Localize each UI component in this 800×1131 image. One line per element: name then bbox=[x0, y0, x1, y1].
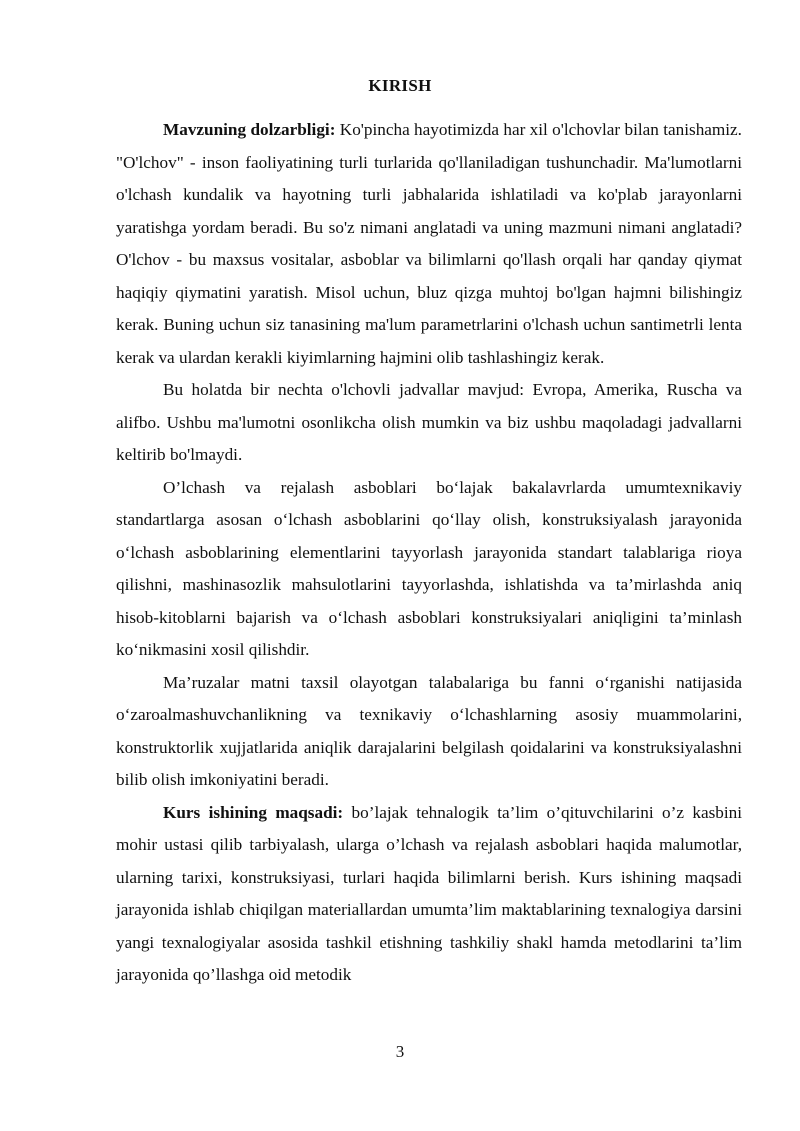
paragraph-text: Ko'pincha hayotimizda har xil o'lchovlar bilan tanishamiz. "O'lchov" - inson faoliyatining turli turlarida qo'llaniladigan tushunchadir. Ma'lumotlarni o'lchash kundalik va hayotning turli jabhalarida ishlatiladi va ko'plab jarayonlarni yaratishga yordam beradi. Bu so'z nimani anglatadi va uning mazmuni nimani anglatadi? O'lchov - bu maxsus vositalar, asboblar va bilimlarni qo'llash orqali har qanday qiymat haqiqiy qiymatini yaratish. Misol uchun, bluz qizga muhtoj bo'lgan hajmni bilishingiz kerak. Buning uchun siz tanasining ma'lum parametrlarini o'lchash uchun santimetrli lenta kerak va ulardan kerakli kiyimlarning hajmini olib tashlashingiz kerak. bbox=[116, 120, 742, 367]
paragraph-text: Bu holatda bir nechta o'lchovli jadvallar mavjud: Evropa, Amerika, Ruscha va alifbo. Ushbu ma'lumotni osonlikcha olish mumkin va biz ushbu maqoladagi jadvallarni keltirib bo'lmaydi. bbox=[116, 380, 742, 464]
paragraph-text: O’lchash va rejalash asboblari bo‘lajak bakalavrlarda umumtexnikaviy standartlarga asosan o‘lchash asboblarini qo‘llay olish, konstruksiyalash jarayonida o‘lchash asboblarining elementlarini tayyorlash jarayonida standart talablariga rioya qilishni, mashinasozlik mahsulotlarini tayyorlashda, ishlatishda va ta’mirlashda aniq hisob-kitoblarni bajarish va o‘lchash asboblari konstruksiyalari aniqligini ta’minlash ko‘nikmasini xosil qilishdir. bbox=[116, 477, 742, 659]
page-title: KIRISH bbox=[368, 76, 432, 95]
paragraph-course-goal bbox=[116, 797, 742, 992]
paragraph-text: Ma’ruzalar matni taxsil olayotgan talabalariga bu fanni o‘rganishi natijasida o‘zaroalmashuvchanlikning va texnikaviy o‘lchashlarning asosiy muammolarini, konstruktorlik xujjatlarida aniqlik darajalarini belgilash qoidalarini va konstruksiyalashni bilib olish imkoniyatini beradi. bbox=[116, 672, 742, 789]
paragraph-lead: Mavzuning dolzarbligi: bbox=[163, 120, 336, 139]
paragraph-tables bbox=[116, 374, 742, 472]
paragraph-instruments bbox=[116, 472, 742, 667]
page-number: 3 bbox=[395, 1042, 405, 1061]
paragraph-text: bo’lajak tehnalogik ta’lim o’qituvchilarini o’z kasbini mohir ustasi qilib tarbiyalash, ularga o’lchash va rejalash asboblari haqida malumotlar, ularning tarixi, konstruksiyasi, turlari haqida bilimlarni berish. Kurs ishining maqsadi jarayonida ishlab chiqilgan materiallardan umumta’lim maktablarining texnalogiya darsini yangi texnalogiyalar asosida tashkil etishning tashkiliy shakl hamda metodlarini ta’lim jarayonida qo’llashga oid metodik bbox=[116, 802, 742, 984]
paragraph-relevance bbox=[116, 114, 742, 374]
paragraph-lectures bbox=[116, 667, 742, 797]
paragraph-lead: Kurs ishining maqsadi: bbox=[163, 802, 344, 822]
document-body bbox=[116, 114, 742, 992]
